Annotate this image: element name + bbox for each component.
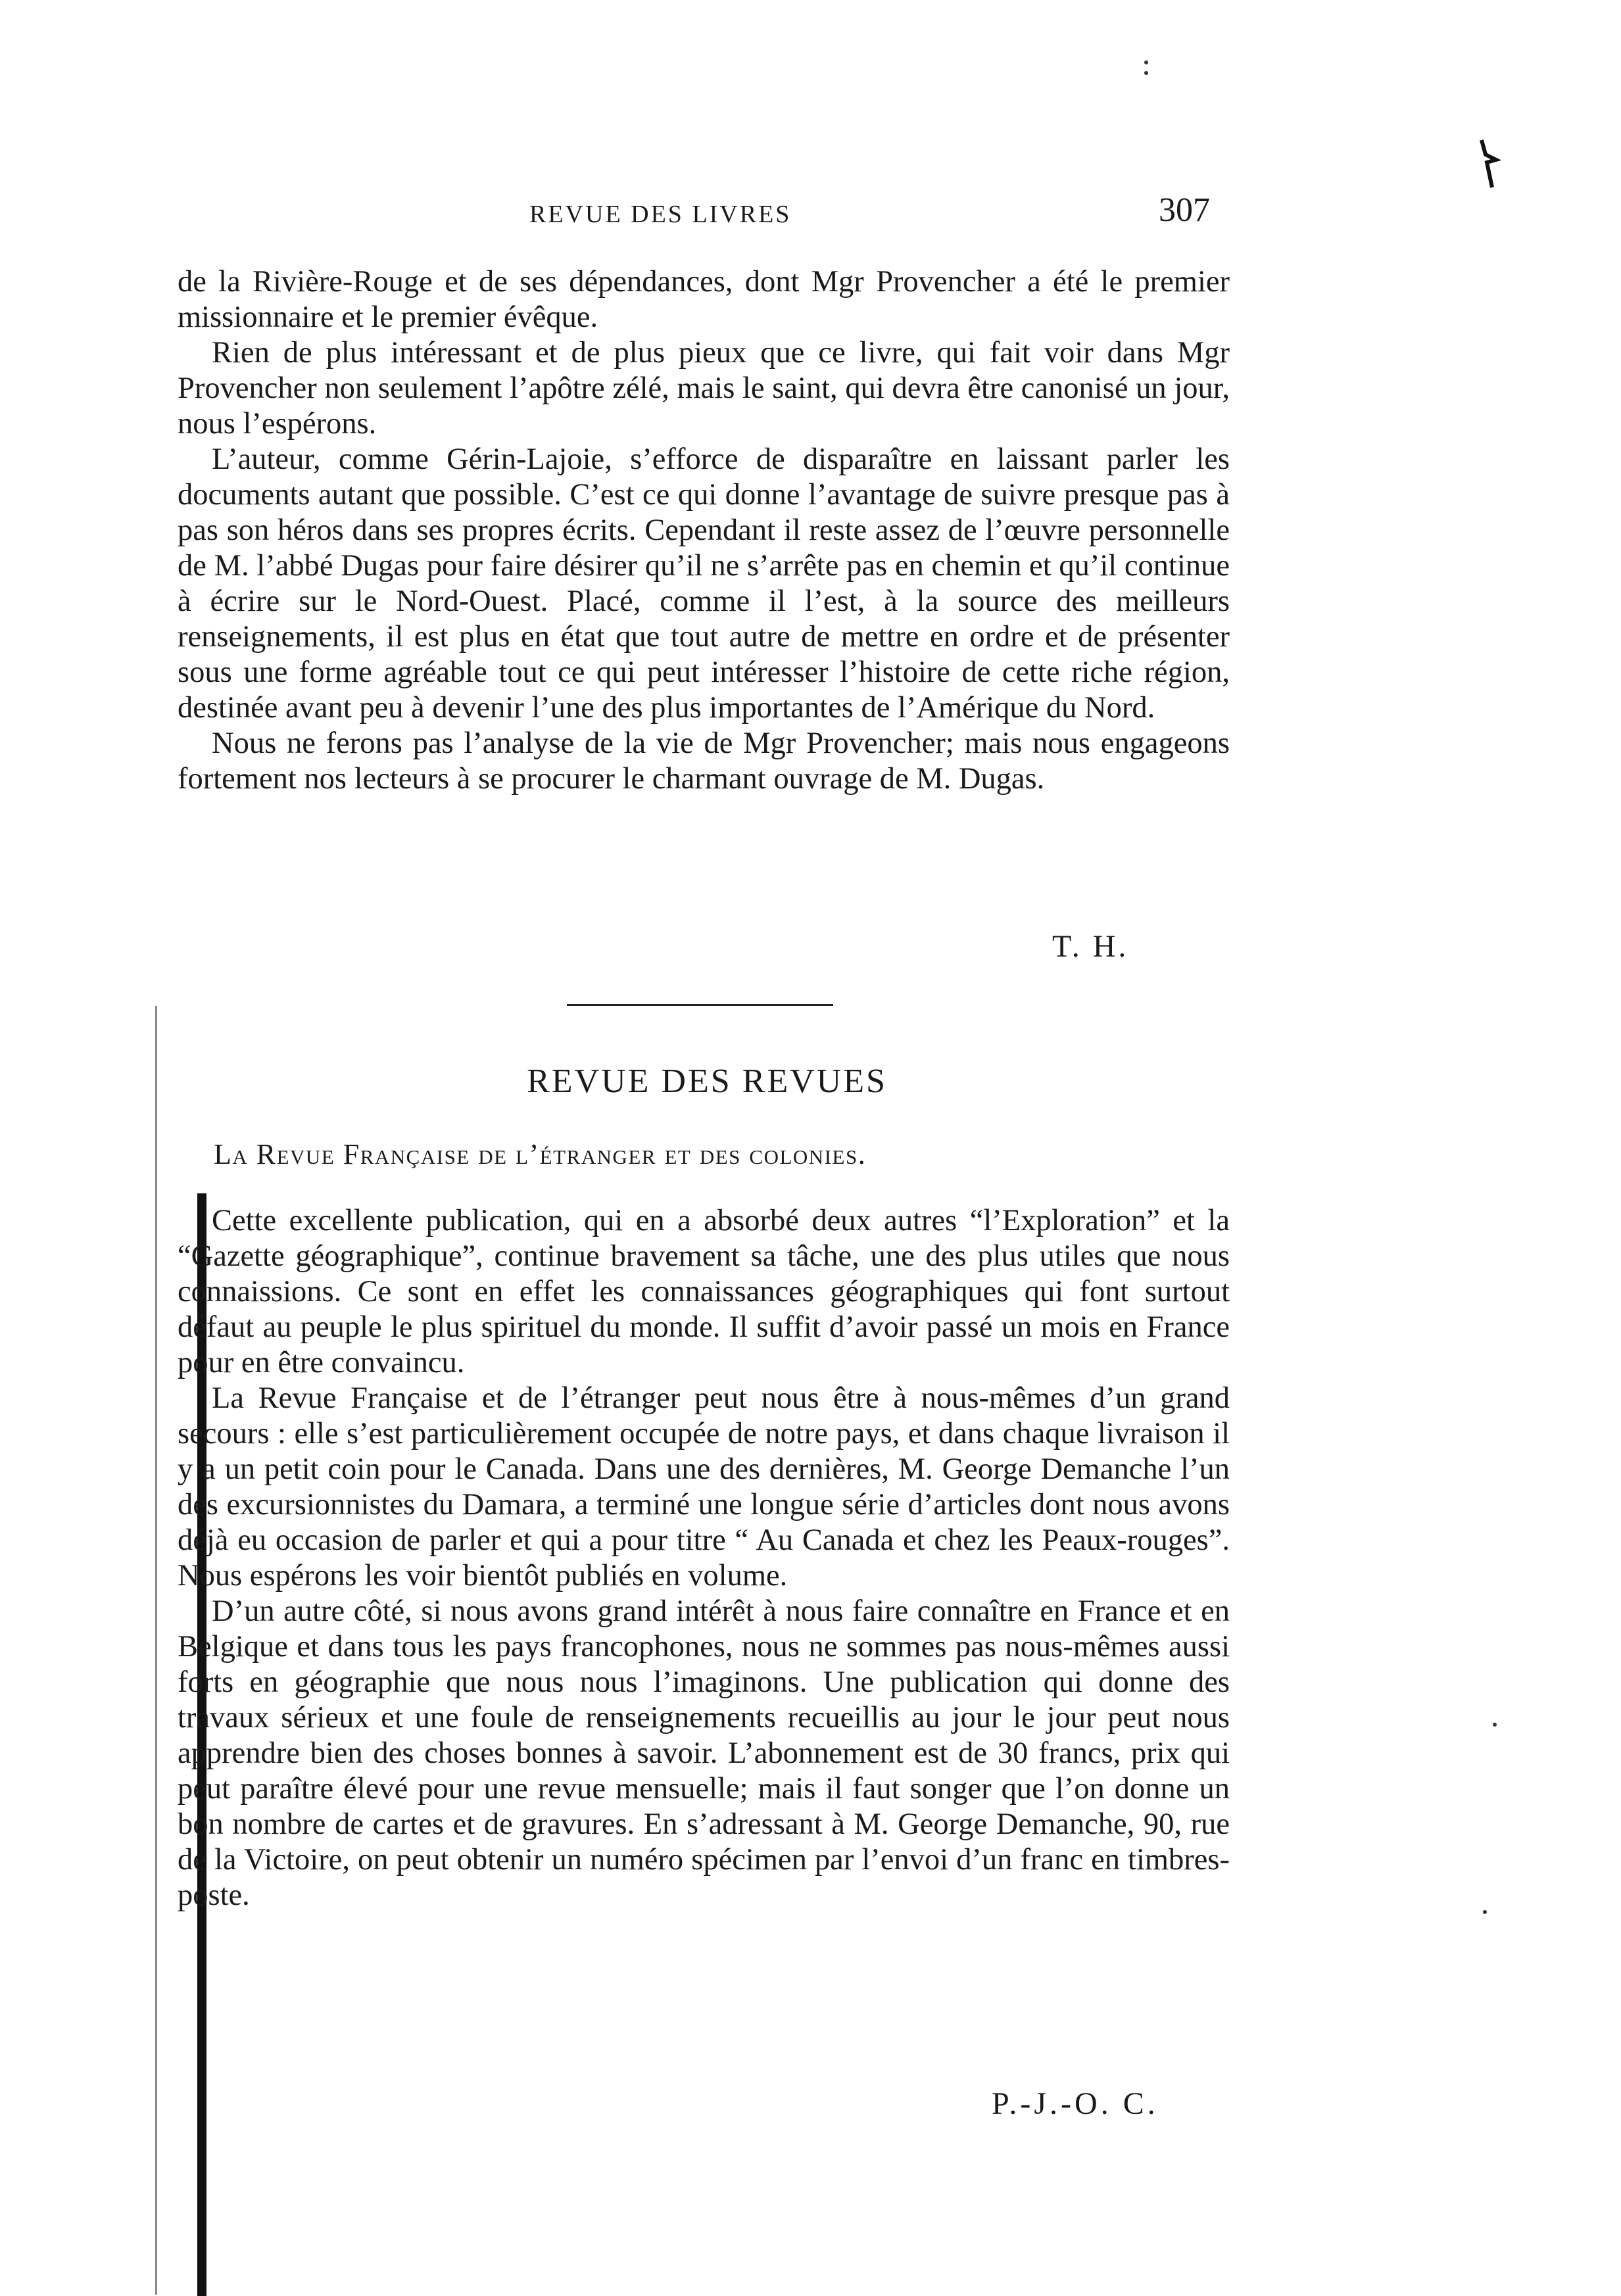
page-number: 307 [1159,191,1210,229]
scan-speck [1493,1723,1497,1727]
section-separator [567,1004,833,1006]
running-title: REVUE DES LIVRES [529,201,792,228]
scan-margin-line [155,1006,157,2295]
article-title: La Revue Française de l’étranger et des colonies. [214,1138,867,1170]
article-paragraph-2: La Revue Française et de l’étranger peut nous être à nous-mêmes d’un grand secours : elle s’est particulièrement occupée de notre pays, et dans chaque livraison il y a un petit coin pour le Canada. Dans une des dernières, M. George Demanche l’un des excursionnistes du Damara, a terminé une longue série d’articles dont nous avons déjà eu occasion de parler et qui a pour titre “ Au Canada et chez les Peaux-rouges”. Nous espérons les voir bientôt publiés en volume. [178,1381,1230,1592]
article-paragraph-3: D’un autre côté, si nous avons grand intérêt à nous faire connaître en France et en Belgique et dans tous les pays francophones, nous ne sommes pas nous-mêmes aussi forts en géographie que nous nous l’imaginons. Une publication qui donne des travaux sérieux et une foule de renseignements recueillis au jour le jour peut nous apprendre bien des choses bonnes à savoir. L’abonnement est de 30 francs, prix qui peut paraître élevé pour une revue mensuelle; mais il faut songer que l’on donne un bon nombre de cartes et de gravures. En s’adressant à M. George Demanche, 90, rue de la Victoire, on peut obtenir un numéro spécimen par l’envoi d’un franc en timbres-poste. [178,1594,1230,1912]
scan-speck [1144,71,1148,75]
article-paragraph-1: Cette excellente publication, qui en a absorbé deux autres “l’Exploration” et la “Gazette géographique”, continue bravement sa tâche, une des plus utiles que nous connaissions. Ce sont en effet les connaissances géographiques qui font surtout défaut au peuple le plus spirituel du monde. Il suffit d’avoir passé un mois en France pour en être convaincu. [178,1204,1230,1379]
review-paragraph-4: Nous ne ferons pas l’analyse de la vie de Mgr Provencher; mais nous engageons fortement nos lecteurs à se procurer le charmant ouvrage de M. Dugas. [178,727,1230,796]
scan-artifact-mark [1476,135,1503,194]
scan-speck [1483,1910,1487,1914]
article-text [178,1203,1230,1913]
article-signature: P.-J.-O. C. [992,2086,1159,2121]
review-paragraph-3: L’auteur, comme Gérin-Lajoie, s’efforce de disparaître en laissant parler les documents autant que possible. C’est ce qui donne l’avantage de suivre presque pas à pas son héros dans ses propres écrits. Cependant il reste assez de l’œuvre personnelle de M. l’abbé Dugas pour faire désirer qu’il ne s’arrête pas en chemin et qu’il continue à écrire sur le Nord-Ouest. Placé, comme il l’est, à la source des meilleurs renseignements, il est plus en état que tout autre de mettre en ordre et de présenter sous une forme agréable tout ce qui peut intéresser l’histoire de cette riche région, destinée avant peu à devenir l’une des plus importantes de l’Amérique du Nord. [178,442,1230,725]
review-paragraph-2: Rien de plus intéressant et de plus pieux que ce livre, qui fait voir dans Mgr Provencher non seulement l’apôtre zélé, mais le saint, qui devra être canonisé un jour, nous l’espérons. [178,336,1230,441]
running-head [178,191,1210,230]
review-paragraph-1: de la Rivière-Rouge et de ses dépendances, dont Mgr Provencher a été le premier missionnaire et le premier évêque. [178,265,1230,334]
section-title: REVUE DES REVUES [527,1063,887,1100]
scan-speck [1144,60,1148,64]
review-signature: T. H. [1052,929,1129,964]
review-text [178,264,1230,797]
